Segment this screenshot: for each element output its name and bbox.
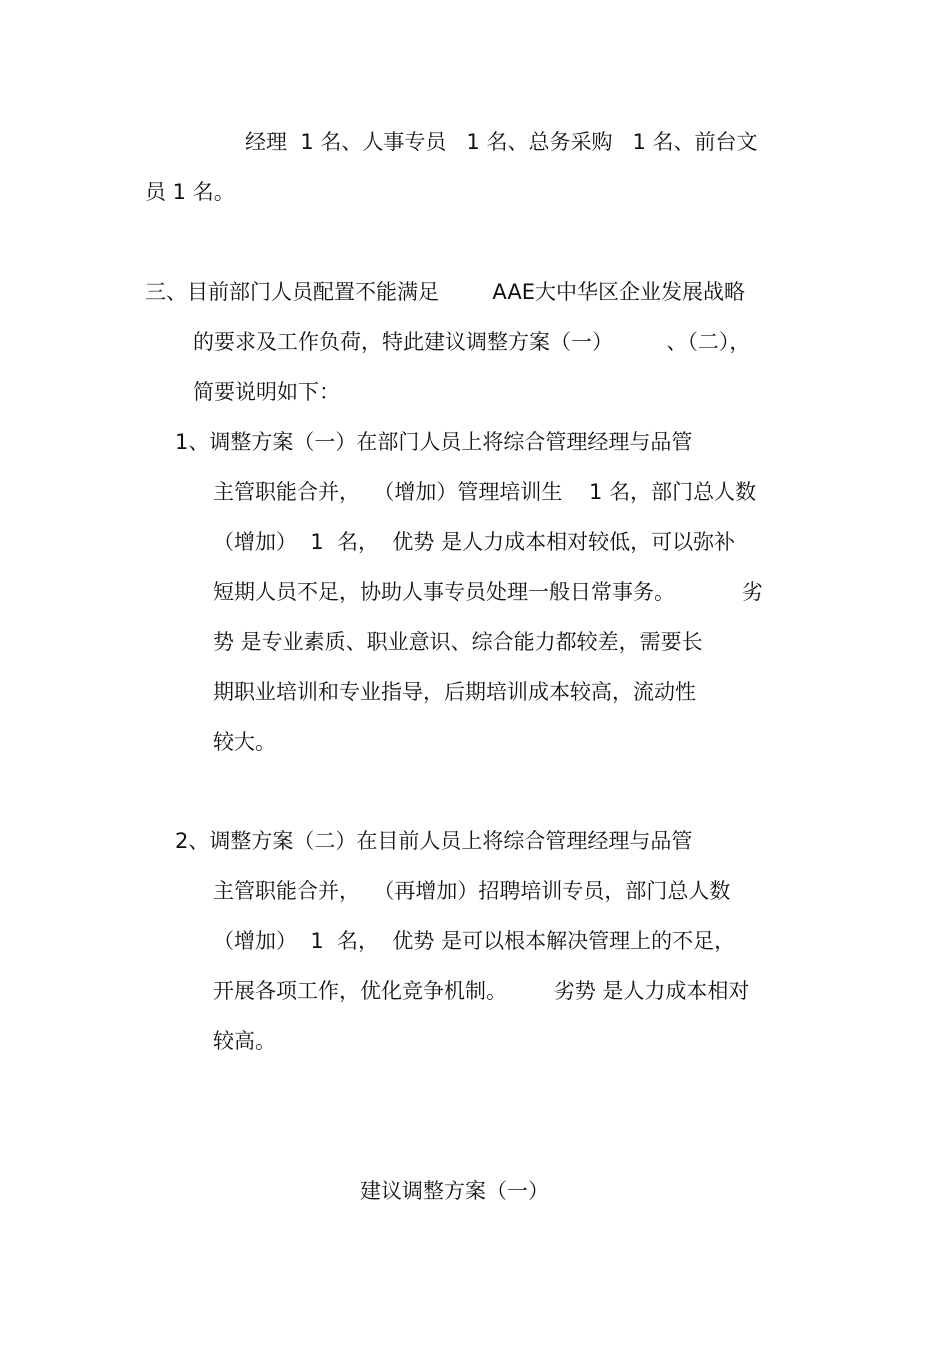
item-2-line-3: （增加） 1 名， 优势 是可以根本解决管理上的不足， <box>213 929 736 953</box>
intro-line-2: 员 1 名。 <box>145 180 235 204</box>
item-1-line-1: 1、调整方案（一）在部门人员上将综合管理经理与品管 <box>175 430 693 454</box>
section-3-heading: 三、目前部门人员配置不能满足 AAE大中华区企业发展战略 <box>145 280 745 304</box>
item-2-line-1: 2、调整方案（二）在目前人员上将综合管理经理与品管 <box>175 829 693 853</box>
section-3-line-3: 简要说明如下： <box>193 380 340 404</box>
item-2-line-2: 主管职能合并， （再增加）招聘培训专员，部门总人数 <box>213 879 731 903</box>
item-1-line-2: 主管职能合并， （增加）管理培训生 1 名，部门总人数 <box>213 480 757 504</box>
item-1-line-3: （增加） 1 名， 优势 是人力成本相对较低，可以弥补 <box>213 530 736 554</box>
intro-line-1: 经理 1 名、人事专员 1 名、总务采购 1 名、前台文 <box>245 130 758 154</box>
item-1-line-6: 期职业培训和专业指导，后期培训成本较高，流动性 <box>213 680 696 704</box>
footer-heading: 建议调整方案（一） <box>360 1179 549 1203</box>
item-2-line-5: 较高。 <box>213 1029 276 1053</box>
section-3-line-2: 的要求及工作负荷，特此建议调整方案（一） 、（二）， <box>193 330 751 354</box>
item-1-line-4: 短期人员不足，协助人事专员处理一般日常事务。 劣 <box>213 580 763 604</box>
item-1-line-5: 势 是专业素质、职业意识、综合能力都较差，需要长 <box>213 630 703 654</box>
item-2-line-4: 开展各项工作，优化竞争机制。 劣势 是人力成本相对 <box>213 979 750 1003</box>
item-1-line-7: 较大。 <box>213 730 276 754</box>
